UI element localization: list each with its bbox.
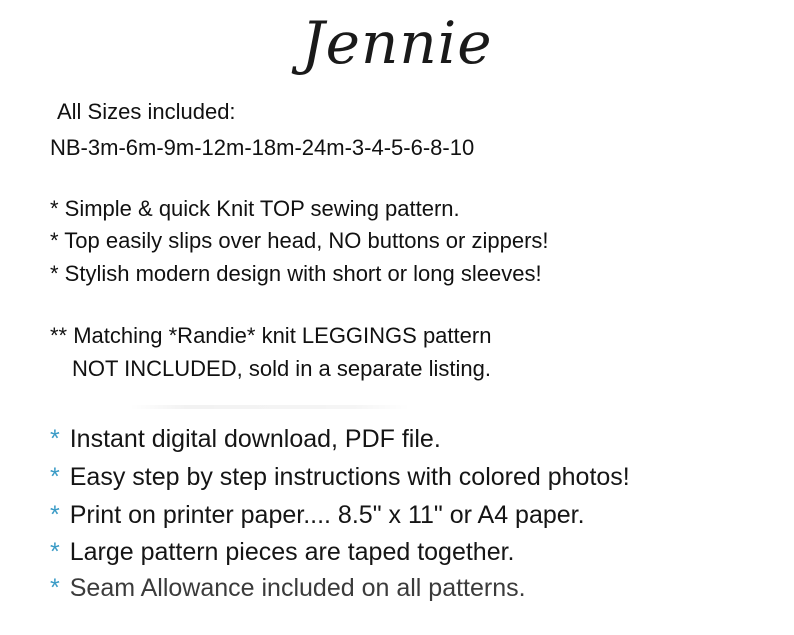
detail-text: Instant digital download, PDF file. (69, 425, 441, 453)
feature-line: * Simple & quick Knit TOP sewing pattern. (50, 196, 460, 221)
bullet-star: * (50, 538, 60, 566)
detail-text: Large pattern pieces are taped together. (69, 538, 515, 566)
detail-text: Seam Allowance included on all patterns. (69, 574, 526, 602)
pattern-title: Jennie (301, 9, 493, 77)
sizes-heading: All Sizes included: (57, 99, 236, 124)
feature-line: * Top easily slips over head, NO buttons or zippers! (50, 228, 549, 253)
detail-item (50, 427, 441, 452)
leggings-note-line2: NOT INCLUDED, sold in a separate listing. (72, 356, 491, 381)
detail-item (50, 540, 515, 565)
detail-item (50, 503, 585, 528)
leggings-note-line1: ** Matching *Randie* knit LEGGINGS pattern (50, 323, 492, 348)
bullet-star: * (50, 463, 60, 491)
bullet-star: * (50, 425, 60, 453)
sizes-list: NB-3m-6m-9m-12m-18m-24m-3-4-5-6-8-10 (50, 135, 475, 160)
detail-item (50, 465, 630, 490)
detail-text: Print on printer paper.... 8.5" x 11" or A4 paper. (69, 501, 585, 529)
faint-divider (130, 405, 410, 409)
bullet-star: * (50, 501, 60, 529)
bullet-star: * (50, 574, 60, 602)
feature-line: * Stylish modern design with short or long sleeves! (50, 261, 542, 286)
detail-item (50, 576, 526, 601)
detail-text: Easy step by step instructions with colored photos! (69, 463, 630, 491)
